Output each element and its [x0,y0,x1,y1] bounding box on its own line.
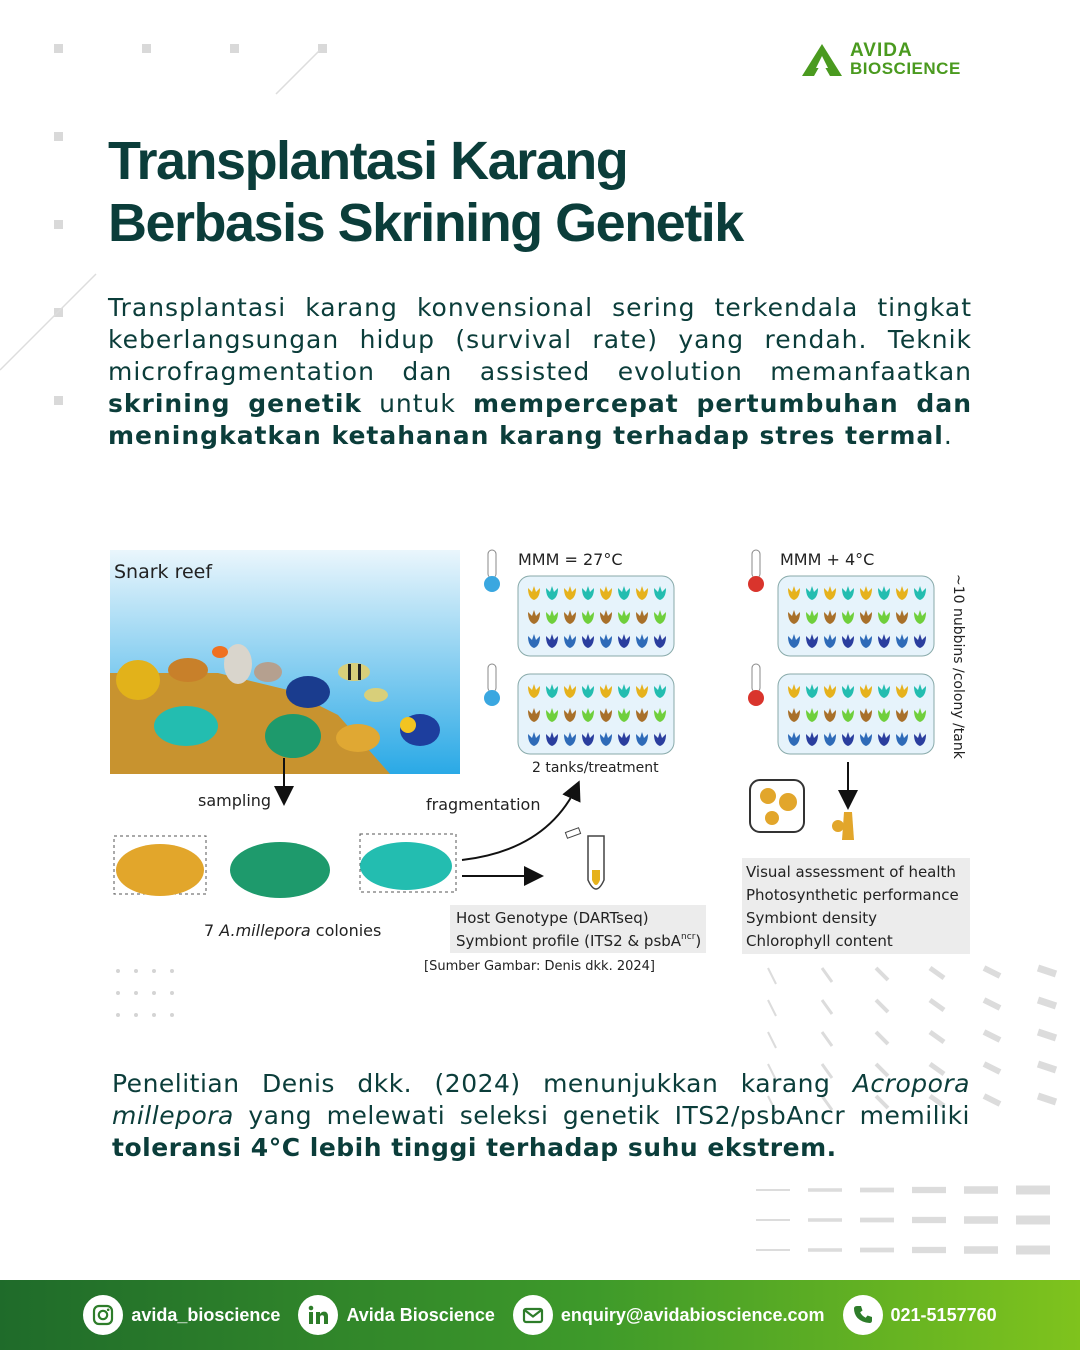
intro-bold-1: skrining genetik [108,389,363,418]
intro-text-2: untuk [362,389,473,418]
decor-dash [930,1032,944,1042]
finding-species: Acropora millepora [112,1069,970,1130]
colonies-species: A.millepora [219,921,311,940]
assess-1: Visual assessment of health [746,863,956,881]
phone-number: 021-5157760 [890,1304,997,1325]
decor-dash [930,968,944,978]
linkedin-name: Avida Bioscience [346,1304,495,1325]
finding-paragraph [112,1068,970,1164]
instagram-link[interactable] [83,1295,280,1335]
intro-bold-2: mempercepat pertumbuhan dan meningkatkan ketahanan karang terhadap stres termal [108,389,972,450]
nubbins-label: ~10 nubbins /colony /tank [950,574,966,759]
decor-dash [876,968,888,980]
phone-link[interactable] [843,1295,997,1335]
decor-dash [1038,1064,1056,1070]
decor-dash [984,1032,1000,1040]
assess-4: Chlorophyll content [746,932,893,950]
tanks-label: 2 tanks/treatment [532,760,659,776]
genotype-line1: Host Genotype (DARTseq) [456,909,649,927]
phone-icon [843,1295,883,1335]
instagram-handle: avida_bioscience [131,1304,281,1325]
logo-line1: AVIDA [850,40,913,61]
decor-dash [876,1000,888,1012]
decor-dash [1038,1032,1056,1038]
decor-dash [822,968,832,982]
decor-dash [876,1032,888,1044]
reef-label: Snark reef [114,561,213,583]
brand-logo [800,40,1000,80]
decor-dash [768,1000,776,1016]
decor-dash [1038,1096,1056,1102]
colonies [114,834,456,898]
logo-line2: BIOSCIENCE [850,59,961,78]
sample-tube-icon [565,828,604,889]
decor-dash [822,1032,832,1046]
microscope-view-icon [750,780,854,840]
intro-text-3: . [943,421,953,450]
tanks [518,576,934,754]
logo-mark-icon [800,42,844,78]
page-title [108,130,988,254]
finding-text-2: yang melewati seleksi genetik ITS2/psbAncr memiliki [233,1101,970,1130]
contact-footer [0,1280,1080,1350]
tank-label-cool: MMM = 27°C [518,550,623,569]
thermometer-warm-icon [748,550,764,706]
intro-paragraph [108,292,972,452]
finding-text-1: Penelitian Denis dkk. (2024) menunjukkan karang [112,1069,853,1098]
linkedin-icon [298,1295,338,1335]
intro-text-1: Transplantasi karang konvensional sering terkendala tingkat keberlangsungan hidup (survival rate) yang rendah. Teknik microfragmentation dan assisted evolution memanfaatkan [108,293,972,386]
decor-dash [1038,1000,1056,1006]
linkedin-link[interactable] [298,1295,494,1335]
email-icon [513,1295,553,1335]
title-line2: Berbasis Skrining Genetik [108,193,743,253]
tank-label-warm: MMM + 4°C [780,550,875,569]
decor-dot-grid [112,965,192,1025]
decor-dash [984,1064,1000,1072]
decor-dash [984,968,1000,976]
genotype-line2: Symbiont profile (ITS2 & psbA$^{ncr}$) [456,932,702,950]
sampling-label: sampling [198,791,272,810]
decor-dash [984,1000,1000,1008]
assess-2: Photosynthetic performance [746,886,959,904]
decor-dash [930,1000,944,1010]
assess-3: Symbiont density [746,909,878,927]
decor-dash [768,1032,776,1048]
figure-caption: [Sumber Gambar: Denis dkk. 2024] [424,959,655,974]
decor-dash [822,1000,832,1014]
decor-dash [984,1096,1000,1104]
title-line1: Transplantasi Karang [108,131,628,191]
email-link[interactable] [513,1295,825,1335]
colonies-prefix: 7 [204,921,220,940]
colonies-suffix: colonies [310,921,382,940]
email-address: enquiry@avidabioscience.com [560,1304,825,1325]
finding-bold: toleransi 4°C lebih tinggi terhadap suhu ekstrem. [112,1133,837,1162]
fragmentation-label: fragmentation [426,795,541,814]
decor-dash [1038,968,1056,974]
decor-dash [768,968,776,984]
instagram-icon [83,1295,123,1335]
thermometer-cool-icon [484,550,500,706]
colonies-label [204,921,381,940]
